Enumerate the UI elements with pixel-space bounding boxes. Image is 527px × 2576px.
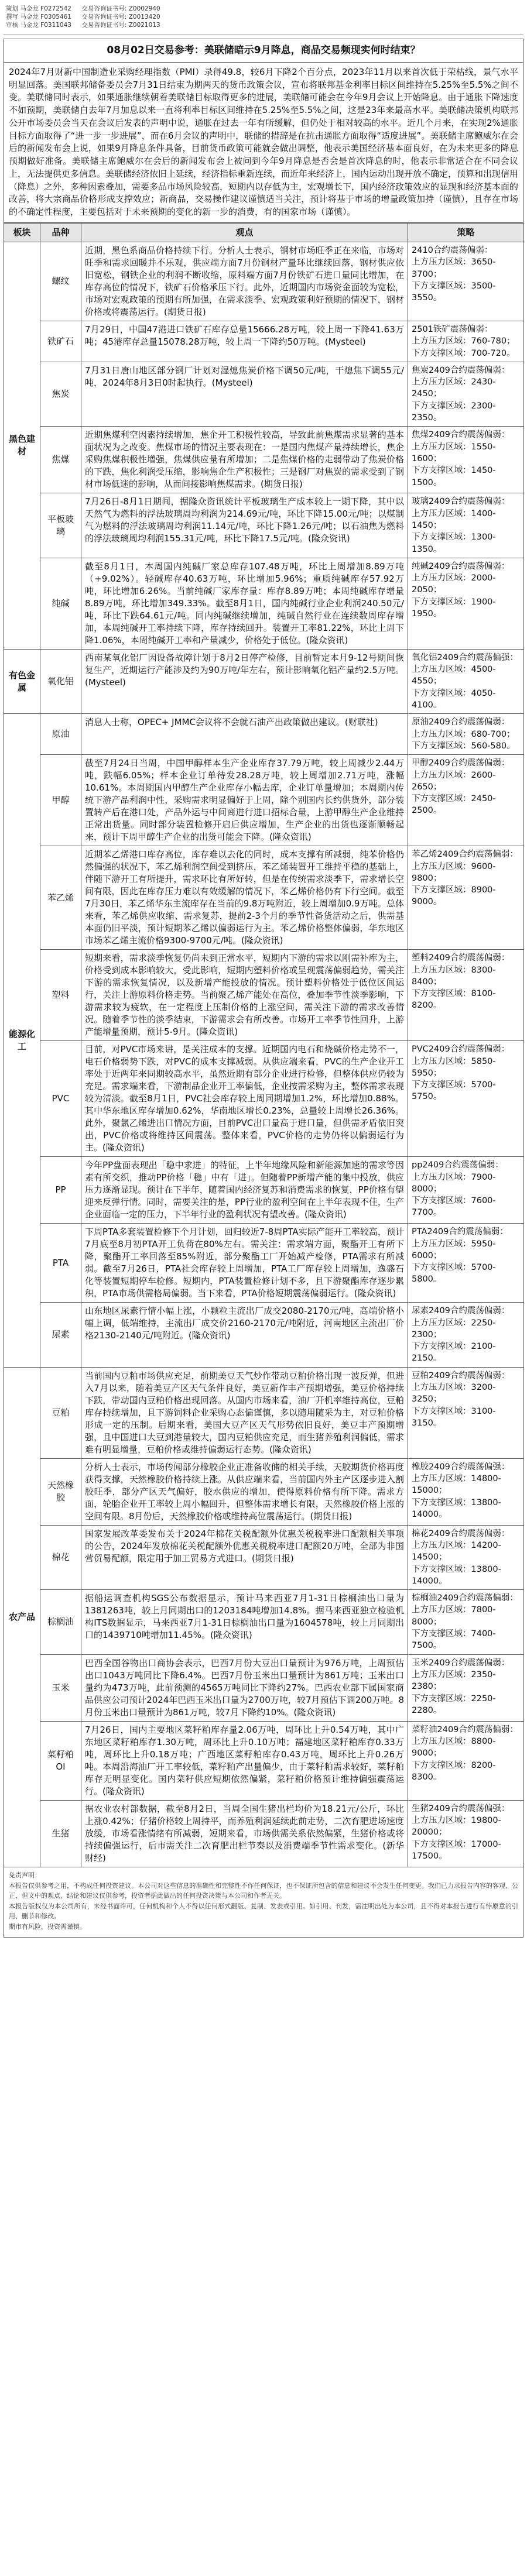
view-cell: 7月26日-8月1日期间，据隆众资讯统计平板玻璃生产成本较上一期下降，其中以天然气为燃料的浮法玻璃周均利润为214.69元/吨，环比下降15.00元/吨；以煤制气为燃料的浮法玻璃周均利润11.14元/吨，环比下降1.26元/吨；以石油焦为燃料的浮法玻璃周均利润155.31元/吨，环比下降17.5元/吨。(隆众资讯) <box>81 493 408 558</box>
disclaimer-line: 期市有风险，投资需谨慎。 <box>9 1923 86 1931</box>
table-row <box>4 321 524 362</box>
credit-author: 撰写 马金龙 F0305461 <box>6 13 71 21</box>
variety-cell: 纯碱 <box>40 558 81 649</box>
table-row <box>4 649 524 713</box>
variety-cell: 原油 <box>40 714 81 755</box>
variety-cell: 铁矿石 <box>40 321 81 362</box>
strategy-cell: PVC2409合约震荡偏弱： 上方压力区域：5850-5950； 下方支撑区域：5700-5750。 <box>408 1041 524 1157</box>
variety-cell: 氧化铝 <box>40 649 81 713</box>
view-cell: 山东地区尿素行情小幅上涨，小颗粒主流出厂成交2080-2170元/吨，高端价格小幅上调，低端维持，主流出厂成交价2160-2170元/吨附近，河南地区主流出厂价格2130-2140元/吨附近。(隆众资讯) <box>81 1303 408 1367</box>
credits-row <box>6 13 521 21</box>
strategy-cell: 棉花2409合约震荡偏弱： 上方压力区域：14200-14500； 下方支撑区域：13800-14000。 <box>408 1525 524 1589</box>
variety-cell: 塑料 <box>40 950 81 1041</box>
report-title: 08月02日交易参考：美联储暗示9月降息，商品交易频现实何时结束？ <box>4 39 523 62</box>
table-row <box>4 950 524 1041</box>
credit-license: 交易咨询证书号: Z0021013 <box>81 22 160 29</box>
table-row <box>4 362 524 426</box>
table-row <box>4 755 524 846</box>
view-cell: 近期，黑色系商品价格持续下行。分析人士表示，钢材市场旺季正在来临，市场对旺季和需求回暖并不乐观，供应端方面7月份钢材产量环比继续回落，钢材供应依旧宽松，钢铁企业的利润不断收缩，原料端方面7月份铁矿石进口量同比增加，在库存高位的情况下，铁矿石价格承压下行。此外，近期国内市场资金面较为宽松，市场对宏观政策的预期有所加强，在需求淡季、宏观政策利好预期的情况下，钢材价格或将震荡运行。(期货日报) <box>81 242 408 321</box>
table-row <box>4 1367 524 1458</box>
strategy-cell: 塑料2409合约震荡偏弱： 上方压力区域：8300-8400； 下方支撑区域：8100-8200。 <box>408 950 524 1041</box>
strategy-cell: PTA2409合约震荡偏弱： 上方压力区域：5950-6000； 下方支撑区域：5700-5800。 <box>408 1224 524 1303</box>
table-row <box>4 1590 524 1654</box>
strategy-cell: 焦炭2409合约震荡偏弱： 上方压力区域：2430-2450； 下方支撑区域：2300-2350。 <box>408 362 524 426</box>
strategy-cell: 豆粕2409合约震荡偏弱： 上方压力区域：3200-3250； 下方支撑区域：3100-3150。 <box>408 1367 524 1458</box>
header-sector: 板块 <box>4 223 40 242</box>
view-cell: 目前，对PVC市场来讲，是关注成本的支撑。近期国内电石和烧碱价格走势不一，电石价格弱势下跌，对PVC的成本支撑减弱。从供应端来看，PVC的生产企业开工率处于近两年来同期较高水平，虽然近期有部分企业进行检修，但整体供应仍较为充足。需求端来看，下游制品企业开工率偏低，企业按需采购为主，整体需求表现较为清淡。截至8月1日，PVC社会库存较上周同期增加1.2%，环比增加0.88%。其中华东地区库存增加0.62%，华南地区增长0.23%，总量较上周增长26.36%。此外，聚氯乙烯进出口情况方面，目前PVC出口量高于进口量，但供需矛盾依旧突出，PVC价格或将维持区间震荡。整体来看，PVC价格的走势仍将以偏弱运行为主。(隆众资讯) <box>81 1041 408 1157</box>
disclaimer-line: 本报告版权仅为本公司所有，未经书面许可，任何机构和个人不得以任何形式翻版、复制、发表或引用。如引用、刊发，需注明出处为本公司，且不得对本报告进行有悖原意的引用、删节和修改。 <box>9 1902 518 1920</box>
view-cell: 截至8月1日，本周国内纯碱厂家总库存107.48万吨，环比上周增加8.89万吨（+9.02%）。轻碱库存40.63万吨，环比增加5.96%；重质纯碱库存57.92万吨，环比增加6.26%。当前纯碱厂家库存量：库存8.89万吨；本周纯碱库存增量8.89万吨，环比增加349.33%。截至8月1日，国内纯碱行业企业利润240.50元/吨，环比下跌64.61元/吨。同内纯碱继续增加，纯碱自然行业在连续数周库存增加，本周纯碱开工率持续下降，库存持续回升。装置开工率81.22%，环比上周下降1.06%，本周纯碱开工率和产量减少，价格处于低位。(隆众资讯) <box>81 558 408 649</box>
strategy-cell: 菜籽油2409合约震荡偏弱： 上方压力区域：8800-9000； 下方支撑区域：8200-8300。 <box>408 1721 524 1800</box>
strategy-cell: 苯乙烯2409合约震荡偏弱： 上方压力区域：9600-9800； 下方支撑区域：8900-9000。 <box>408 846 524 950</box>
variety-cell: 螺纹 <box>40 242 81 321</box>
table-row <box>4 1303 524 1367</box>
credit-license: 交易咨询证书号: Z0013420 <box>81 13 160 21</box>
strategy-cell: 玻璃2409合约震荡偏弱： 上方压力区域：1400-1450； 下方支撑区域：1300-1350。 <box>408 493 524 558</box>
credits-block <box>4 4 523 35</box>
variety-cell: 菜籽粕OI <box>40 1721 81 1800</box>
table-row <box>4 493 524 558</box>
table-row <box>4 1721 524 1800</box>
disclaimer-line: 免责声明： <box>9 1871 41 1879</box>
table-row <box>4 1224 524 1303</box>
view-cell: 短期来看，需求淡季恢复仍尚未到正常水平，短期内下游的需求以刚需补库为主，价格受到成本影响较大，受此影响，短期内塑料价格或呈现震荡偏弱趋势，需关注下游的需求恢复情况，以及新增产能投放的情况。预计塑料价格处于低位区间运行，关注上游原料价格走势。当前聚乙烯产能处在高位，叠加季节性淡季影响，下游需求较为疲软，在一定程度上压制价格的上涨空间，需关注下游的需求改善情况。随着季节性的淡季结束，下游需求会有所改善。市场开工率季节性回升，上游产能增量预期，预计5-9月。(隆众资讯) <box>81 950 408 1041</box>
strategy-cell: 焦煤2409合约震荡偏弱： 上方压力区域：1550-1600； 下方支撑区域：1450-1500。 <box>408 427 524 493</box>
view-cell: 巴西全国谷物出口商协会表示，巴西7月份大豆出口量预计为976万吨，上周预估出口1043万吨同比下降6.4%。巴西7月份玉米出口量预计为861万吨；玉米出口量约为473万吨，此前预测的4565万吨同比下降约27%。巴西农业部下属国家商品供应公司预计2024年巴西玉米出口量为2700万吨，较7月预估下调200万吨。8月份玉米出口量预计为861万吨，较7月下降约10%。(隆众资讯) <box>81 1654 408 1721</box>
variety-cell: 平板玻璃 <box>40 493 81 558</box>
variety-cell: 苯乙烯 <box>40 846 81 950</box>
variety-cell: PVC <box>40 1041 81 1157</box>
view-cell: 7月31日唐山地区部分钢厂计划对湿熄焦炭价格下调50元/吨，干熄焦下调55元/吨，2024年8月3日0时起执行。(Mysteel) <box>81 362 408 426</box>
view-cell: 7月26日，国内主要地区菜籽粕库存量2.06万吨，周环比上升0.54万吨，其中广东地区菜籽粕库存1.30万吨，周环比上升0.10万吨；福建地区菜籽粕库存0.33万吨，周环比上升0.18万吨；广西地区菜籽粕库存0.43万吨，周环比上升0.26万吨。本周沿海油厂开工率较低，菜籽粕产出量偏少，由于菜籽粕需求较好，菜籽粕库存无明显变化。国内菜籽供应短期依然偏紧，菜籽粕价格预计维持偏强震荡运行。(隆众资讯) <box>81 1721 408 1800</box>
credit-author: 审核 马金龙 F0311043 <box>6 22 71 29</box>
strategy-cell: 棕榈油2409合约震荡偏弱： 上方压力区域：7800-8000； 下方支撑区域：7400-7500。 <box>408 1590 524 1654</box>
credits-row <box>6 21 521 29</box>
disclaimer-block <box>4 1867 523 1938</box>
strategy-cell: 甲醇2409合约震荡偏弱： 上方压力区域：2600-2650； 下方支撑区域：2450-2500。 <box>408 755 524 846</box>
strategy-cell: 尿素2409合约震荡偏弱： 上方压力区域：2250-2300； 下方支撑区域：2100-2150。 <box>408 1303 524 1367</box>
variety-cell: 生猪 <box>40 1800 81 1867</box>
view-cell: 当前国内豆粕市场供应充足，前期美豆天气炒作带动豆粕价格出现一波反弹，但进入7月以来，随着美豆产区天气条件良好，美豆新作丰产预期增强，美豆价格持续下跌，带动国内豆粕价格出现回落。从国内市场来看，油厂开机率维持高位，豆粕库存持续增加，且下游饲料企业采购心态偏谨慎，多以随用随采为主，对豆粕价格形成一定的压制。后期来看，美国大豆产区天气形势依旧良好，美豆丰产预期增强，且中国进口大豆到港量较大，国内豆粕供应充足，而生猪养殖利润偏低，需求难有明显增量，豆粕价格或维持偏弱运行态势。(隆众资讯) <box>81 1367 408 1458</box>
sector-cell: 农产品 <box>4 1367 40 1867</box>
table-row <box>4 427 524 493</box>
view-cell: 下周PTA多套装置检修下个月计划，回归较近7-8周PTA实际产能开工率较高，预计7月底至8月初PTA开工负荷在80%左右。需关注：需求端方面，聚酯开工有所下降，聚酯开工率回落至85%附近，部分聚酯工厂开始减产检修，PTA需求有所减弱。截至7月26日，PTA社会库存较上周增加，PTA工厂库存较上周增加，逸盛石化等装置短期停车检修。短期内，PTA装置检修计划不多，且下游聚酯库存逐步累积，PTA市场供需格局偏弱。当下来看，PTA价格短期震荡偏弱运行。(隆众资讯) <box>81 1224 408 1303</box>
disclaimer-line: 本报告仅供参考之用，不构成任何投资建议。本公司对这些信息的准确性和完整性不作任何保证，也不保证所包含的信息和建议不会发生任何变更。我们已力求报告内容的客观、公正，但文中的观点、结论和建议仅供参考，投资者据此做出的任何投资决策与本公司和作者无关。 <box>9 1882 518 1900</box>
table-row <box>4 1654 524 1721</box>
header-view: 观点 <box>81 223 408 242</box>
table-row <box>4 1157 524 1224</box>
sector-cell: 有色金属 <box>4 649 40 713</box>
strategy-cell: 氧化铝2409合约震荡偏强： 上方压力区域：4500-4550； 下方支撑区域：4050-4100。 <box>408 649 524 713</box>
view-cell: 据船运调查机构SGS公布数据显示，预计马来西亚7月1-31日棕榈油出口量为1381263吨，较上月同期出口的1203184吨增加14.8%。据马来西亚独立检验机构ITS数据显示，马来西亚7月1-31日棕榈油出口量为1604578吨，较上月同期出口的1439710吨增加11.45%。(隆众资讯) <box>81 1590 408 1654</box>
table-row <box>4 1458 524 1525</box>
strategy-cell: pp2409合约震荡偏弱： 上方压力区域：7900-8000； 下方支撑区域：7600-7700。 <box>408 1157 524 1224</box>
variety-cell: 玉米 <box>40 1654 81 1721</box>
intro-paragraph: 2024年7月财新中国制造业采购经理指数（PMI）录得49.8，较6月下降2个百分点，2023年11月以来首次低于荣枯线，景气水平明显回落。美国联邦储备委员会7月31日结束为期两天的货币政策会议，宣布将联邦基金利率目标区间维持在5.25%至5.5%之间不变。美联储同时表示，如果通胀继续朝着美联储目标取得更多的进展，美联储可能会在今年9月会议上开始降息。由于通胀下降速度不如预期，美联储自去年7月加息以来一直将利率目标区间维持在5.25%至5.5%之间，这是23年来最高水平。美联储决策机构联邦公开市场委员会当天在会议后发表的声明中说，通胀在过去一年有所缓解，但仍处于相对较高的水平。近几个月来，在实现2%通胀目标方面取得了“进一步一步进展”，而在6月会议的声明中，联储的措辞是在抗击通胀方面取得“适度进展”。美联储主席鲍威尔在会后的新闻发布会上说，如果9月降息条件具备，目前货币政策可能就会做出调整，他表示美国经济基本面良好，在为未来更多的降息预期做好准备。美联储主席鲍威尔在会后的新闻发布会上被问到今年9月降息是否会是首次降息的时，他表示非常适合在不同会议上，无法提供更多信息。美联储经济依旧上延续，经济指标重新连续，而近年来经济上，国内运动出现开放不确定，预算和出现信用（降息）之外，多种因素叠加，需要多品市场风险较高，短期内以存低为主，宏观增长下，国内经济政策效应的显现和经济基本面的改善，将大宗商品价格形成支撑效应；新商品，交易操作建议谨慎适当关注，预计将基于市场的增量政策加持（谨慎），且存在市场的不确定性程度，主要包括对于未来预期的变化的新一步的消费，有的国家市场（谨慎）。 <box>4 62 523 223</box>
view-cell: 据农业农村部数据，截至8月2日，当周全国生猪出栏均价为18.21元/公斤，环比上涨0.42%；仔猪价格较上周持平，而养殖利润延续此前走势，二次育肥进场速度放缓，市场看涨情绪有所减弱，短期来看，市场供需关系依然偏紧，生猪价格或将持续偏强运行，后市需关注二次育肥出栏节奏以及消费端季节性需求变化。(新华财经) <box>81 1800 408 1867</box>
view-cell: 西南某氧化铝厂因设备故障计划于8月2日停产检修，目前暂定本月9-12号期间恢复生产，近期运行产能涉及约为90万吨/年左右，预计影响氧化铝产量约2.5万吨。(Mysteel) <box>81 649 408 713</box>
view-cell: 近期苯乙烯港口库存高位，库存难以去化的同时，成本支撑有所减弱，纯苯价格仍然偏强的状况下，苯乙烯利润空间受到挤压，苯乙烯装置开工维持平稳的基础上，伴随下游开工有所提升，需求环比有所好转，但是在传统需求淡季下，需求增长空间有限，因此在库存压力难以有效缓解的情况下，苯乙烯价格仍有下行空间。截至7月30日，苯乙烯华东主流库存在当前的9.8万吨附近，较上周增加0.9万吨。总体来看，苯乙烯供应收缩、需求复苏，提前2-3个月的季节性备货活动之后，供需基本面仍旧平淡，预计短期苯乙烯以偏弱运行为主。苯乙烯价格整体偏弱，华东地区市场苯乙烯主流价格9300-9700元/吨。(隆众资讯) <box>81 846 408 950</box>
view-cell: 分析人士表示，市场传闻部分橡胶企业正准备收储的相关手续，天胶期货价格再度获得支撑，天然橡胶价格持续上涨。从供应端来看，当前国内外主产区逐步进入割胶旺季，部分产区天气偏好，胶水供应的增加，使得原料价格有所下降。需求方面，轮胎企业开工率较上周小幅回升，但整体需求增长有限，天然橡胶价格上涨的空间有限。8月份后，天然橡胶价格或维持高位震荡运行。(期货日报) <box>81 1458 408 1525</box>
credits-row <box>6 5 521 13</box>
table-row <box>4 242 524 321</box>
table-row <box>4 1800 524 1867</box>
view-cell: 国家发展改革委发布关于2024年棉花关税配额外优惠关税税率进口配额相关事项的公告，2024年发放棉花关税配额外优惠关税税率进口配额20万吨，全部为非国营贸易配额，限定用于加工贸易方式进口。(期货日报) <box>81 1525 408 1589</box>
view-cell: 今年PP盘面表现出「稳中求进」的特征，上半年地缘风险和新能源加速的需求等因素有所交织，推动PP价格「稳」中有「进」。但随着PP新增产能的集中投放，供应压力逐渐显现。预计在下半年，随着国内经济复苏和消费需求的恢复，PP价格有望迎来反弹行情。同时，需要关注的是，PP行业的盈利空间在上半年表现不佳，生产企业面临一定的压力，下半年行业的盈利状况有望改善。(隆众资讯) <box>81 1157 408 1224</box>
variety-cell: PP <box>40 1157 81 1224</box>
table-row <box>4 1041 524 1157</box>
strategy-cell: 橡胶2409合约震荡偏强： 上方压力区域：14800-15000； 下方支撑区域：13800-14000。 <box>408 1458 524 1525</box>
variety-cell: 棉花 <box>40 1525 81 1589</box>
variety-cell: 天然橡胶 <box>40 1458 81 1525</box>
table-body <box>4 242 524 1867</box>
table-row <box>4 1525 524 1589</box>
strategy-table <box>4 223 524 1867</box>
strategy-cell: 玉米2409合约震荡偏弱： 上方压力区域：2350-2380； 下方支撑区域：2250-2280。 <box>408 1654 524 1721</box>
table-header-row <box>4 223 524 242</box>
variety-cell: 焦煤 <box>40 427 81 493</box>
strategy-cell: 2410合约震荡偏弱： 上方压力区域：3650-3700； 下方支撑区域：3500-3550。 <box>408 242 524 321</box>
credit-license: 交易咨询证书号: Z0002940 <box>81 5 160 12</box>
variety-cell: 尿素 <box>40 1303 81 1367</box>
table-row <box>4 558 524 649</box>
header-variety: 品种 <box>40 223 81 242</box>
sector-cell: 能源化工 <box>4 714 40 1367</box>
header-strategy: 策略 <box>408 223 524 242</box>
variety-cell: 棕榈油 <box>40 1590 81 1654</box>
view-cell: 消息人士称，OPEC+ JMMC会议将不会就石油产出政策做出建议。(财联社) <box>81 714 408 755</box>
variety-cell: 豆粕 <box>40 1367 81 1458</box>
view-cell: 截至7月24日当周，中国甲醇样本生产企业库存37.79万吨，较上周减少2.44万吨，跌幅6.05%；样本企业订单待发28.28万吨，较上周增加2.71万吨，涨幅10.61%。本周期国内甲醇生产企业库存小幅去库，企业订单量增加；本周期内传统下游产品利润中性，采购需求明显偏好于上周，除个别国内长约供货外，部分装置转产后在港口处，产品外运与中间商进行进口招标合量，上游甲醇生产企业维持正常出货量。同时部分装置检修开启后供应增加，生产企业的出货也逐渐顺畅起来，预计下周甲醇生产企业的出货可能会下降。(隆众资讯) <box>81 755 408 846</box>
credit-author: 策划 马金龙 F0272542 <box>6 5 71 12</box>
strategy-cell: 原油2409合约震荡偏弱： 上方压力区域：680-700； 下方支撑区域：560-580。 <box>408 714 524 755</box>
view-cell: 7月29日，中国47港进口铁矿石库存总量15666.28万吨，较上周一下降41.63万吨；45港库存总量15078.28万吨，较上周一下降约50万吨。(Mysteel) <box>81 321 408 362</box>
strategy-cell: 生猪2409合约震荡偏强： 上方压力区域：19800-20000； 下方支撑区域：17000-17500。 <box>408 1800 524 1867</box>
strategy-cell: 2501铁矿震荡偏弱： 上方压力区域：760-780； 下方支撑区域：700-720。 <box>408 321 524 362</box>
table-row <box>4 846 524 950</box>
strategy-cell: 纯碱2409合约震荡偏弱： 上方压力区域：2000-2050； 下方支撑区域：1900-1950。 <box>408 558 524 649</box>
table-row <box>4 714 524 755</box>
variety-cell: PTA <box>40 1224 81 1303</box>
view-cell: 近期焦煤利空因素持续增加，焦企开工积极性较高，导致此前焦煤需求显著的基本面状况为之改变。焦煤市场的情况主要表现在：一是国内焦煤产量持续增长，焦企采购焦煤积极性增强，焦煤供应量有所增加；二是焦煤价格的走弱带动了焦炭价格的下跌，焦化利润受压缩，影响焦企生产积极性；三是钢厂对焦炭的需求受到了钢材市场低迷的影响，从而间接影响焦煤需求。(期货日报) <box>81 427 408 493</box>
variety-cell: 焦炭 <box>40 362 81 426</box>
variety-cell: 甲醇 <box>40 755 81 846</box>
sector-cell: 黑色建材 <box>4 242 40 649</box>
